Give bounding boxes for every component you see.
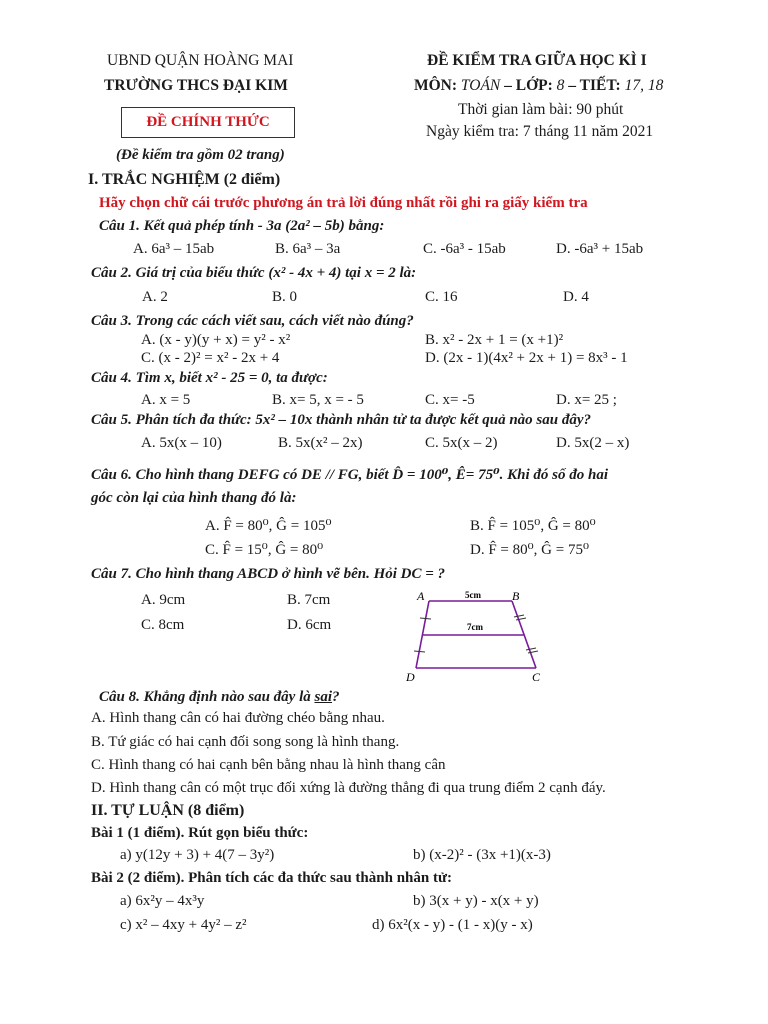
official-stamp-label: ĐỀ CHÍNH THỨC — [146, 114, 270, 130]
q5-option-c: C. 5x(x – 2) — [425, 435, 498, 451]
q8-prefix: Câu 8. Khẳng định nào sau đây là — [99, 689, 315, 705]
q2-option-a: A. 2 — [142, 289, 168, 305]
q3-option-c: C. (x - 2)² = x² - 2x + 4 — [141, 350, 280, 366]
q7-option-a: A. 9cm — [141, 592, 186, 608]
q2-option-d: D. 4 — [563, 289, 589, 305]
grade-prefix: – LỚP: — [504, 77, 553, 94]
exam-title: ĐỀ KIỂM TRA GIỮA HỌC KÌ I — [427, 52, 647, 69]
duration: Thời gian làm bài: 90 phút — [458, 101, 624, 118]
q8-emphasis: sai — [314, 689, 333, 705]
q1-option-b: B. 6a³ – 3a — [275, 241, 341, 257]
q1-text: Câu 1. Kết quả phép tính - 3a (2a² – 5b) bằng: — [99, 218, 385, 234]
q4-text: Câu 4. Tìm x, biết x² - 25 = 0, ta được: — [91, 370, 328, 386]
q2-text: Câu 2. Giá trị của biểu thức (x² - 4x + 4) tại x = 2 là: — [91, 265, 417, 281]
q6-text-line2: góc còn lại của hình thang đó là: — [91, 490, 297, 506]
vertex-label-a: A — [417, 589, 425, 603]
length-label-ab: 5cm — [465, 590, 481, 600]
q4-option-c: C. x= -5 — [425, 392, 475, 408]
vertex-label-c: C — [532, 670, 541, 684]
q3-option-a: A. (x - y)(y + x) = y² - x² — [141, 332, 291, 348]
q6-option-c: C. F̂ = 15⁰, Ĝ = 80⁰ — [205, 542, 324, 558]
official-stamp — [121, 107, 295, 138]
q1-option-a: A. 6a³ – 15ab — [133, 241, 215, 257]
q8-text — [99, 689, 340, 706]
q3-option-b: B. x² - 2x + 1 = (x +1)² — [425, 332, 564, 348]
q7-option-b: B. 7cm — [287, 592, 331, 608]
tick-mark — [526, 648, 536, 650]
q1-option-d: D. -6a³ + 15ab — [556, 241, 644, 257]
q2-option-b: B. 0 — [272, 289, 298, 305]
q3-option-d: D. (2x - 1)(4x² + 2x + 1) = 8x³ - 1 — [425, 350, 628, 366]
period-prefix: – TIẾT: — [568, 77, 621, 94]
q4-option-d: D. x= 25 ; — [556, 392, 617, 408]
tick-mark — [514, 615, 524, 617]
q5-text: Câu 5. Phân tích đa thức: 5x² – 10x thành nhân tử ta được kết quả nào sau đây? — [91, 412, 592, 428]
vertex-label-b: B — [512, 589, 520, 603]
part1-instruction: Hãy chọn chữ cái trước phương án trả lời đúng nhất rồi ghi ra giấy kiểm tra — [99, 195, 588, 211]
q6-text-line1: Câu 6. Cho hình thang DEFG có DE // FG, biết D̂ = 100⁰, Ê= 75⁰. Khi đó số đo hai — [91, 467, 609, 483]
pages-note: (Đề kiểm tra gồm 02 trang) — [116, 147, 285, 163]
trapezoid-figure — [405, 588, 565, 684]
bai1-part-b: b) (x-2)² - (3x +1)(x-3) — [413, 847, 551, 863]
bai2-part-d: d) 6x²(x - y) - (1 - x)(y - x) — [372, 917, 533, 933]
district-name: UBND QUẬN HOÀNG MAI — [107, 52, 294, 69]
subject-line — [414, 77, 663, 95]
bai1-title: Bài 1 (1 điểm). Rút gọn biểu thức: — [91, 825, 309, 841]
q2-option-c: C. 16 — [425, 289, 458, 305]
length-label-midline: 7cm — [467, 622, 483, 632]
exam-date: Ngày kiểm tra: 7 tháng 11 năm 2021 — [426, 123, 654, 140]
bai2-part-c: c) x² – 4xy + 4y² – z² — [120, 917, 247, 933]
vertex-label-d: D — [406, 670, 415, 684]
periods: 17, 18 — [624, 77, 664, 94]
q1-option-c: C. -6a³ - 15ab — [423, 241, 506, 257]
q8-option-a: A. Hình thang cân có hai đường chéo bằng nhau. — [91, 710, 385, 726]
q8-option-c: C. Hình thang có hai cạnh bên bằng nhau là hình thang cân — [91, 757, 446, 773]
school-name: TRƯỜNG THCS ĐẠI KIM — [104, 77, 288, 94]
subject-prefix: MÔN: — [414, 77, 458, 94]
part1-title: I. TRẮC NGHIỆM (2 điểm) — [88, 171, 281, 188]
q5-option-b: B. 5x(x² – 2x) — [278, 435, 363, 451]
q7-option-d: D. 6cm — [287, 617, 332, 633]
q6-option-a: A. F̂ = 80⁰, Ĝ = 105⁰ — [205, 518, 332, 534]
bai1-part-a: a) y(12y + 3) + 4(7 – 3y²) — [120, 847, 275, 863]
q4-option-a: A. x = 5 — [141, 392, 191, 408]
q8-option-d: D. Hình thang cân có một trục đối xứng là đường thẳng đi qua trung điểm 2 cạnh đáy. — [91, 780, 606, 796]
grade: 8 — [556, 77, 565, 94]
q6-option-d: D. F̂ = 80⁰, Ĝ = 75⁰ — [470, 542, 589, 558]
q6-option-b: B. F̂ = 105⁰, Ĝ = 80⁰ — [470, 518, 596, 534]
q5-option-a: A. 5x(x – 10) — [141, 435, 222, 451]
q4-option-b: B. x= 5, x = - 5 — [272, 392, 364, 408]
bai2-title: Bài 2 (2 điểm). Phân tích các đa thức sau thành nhân tử: — [91, 870, 452, 886]
q7-option-c: C. 8cm — [141, 617, 185, 633]
bai2-part-a: a) 6x²y – 4x³y — [120, 893, 205, 909]
bai2-part-b: b) 3(x + y) - x(x + y) — [413, 893, 539, 909]
tick-mark — [414, 651, 425, 652]
q3-text: Câu 3. Trong các cách viết sau, cách viết nào đúng? — [91, 313, 414, 329]
part2-title: II. TỰ LUẬN (8 điểm) — [91, 802, 245, 819]
q5-option-d: D. 5x(2 – x) — [556, 435, 630, 451]
q7-text: Câu 7. Cho hình thang ABCD ở hình vẽ bên. Hỏi DC = ? — [91, 566, 446, 582]
tick-mark — [420, 618, 431, 619]
q8-suffix: ? — [332, 689, 340, 705]
q8-option-b: B. Tứ giác có hai cạnh đối song song là hình thang. — [91, 734, 400, 750]
subject: TOÁN — [460, 77, 501, 94]
